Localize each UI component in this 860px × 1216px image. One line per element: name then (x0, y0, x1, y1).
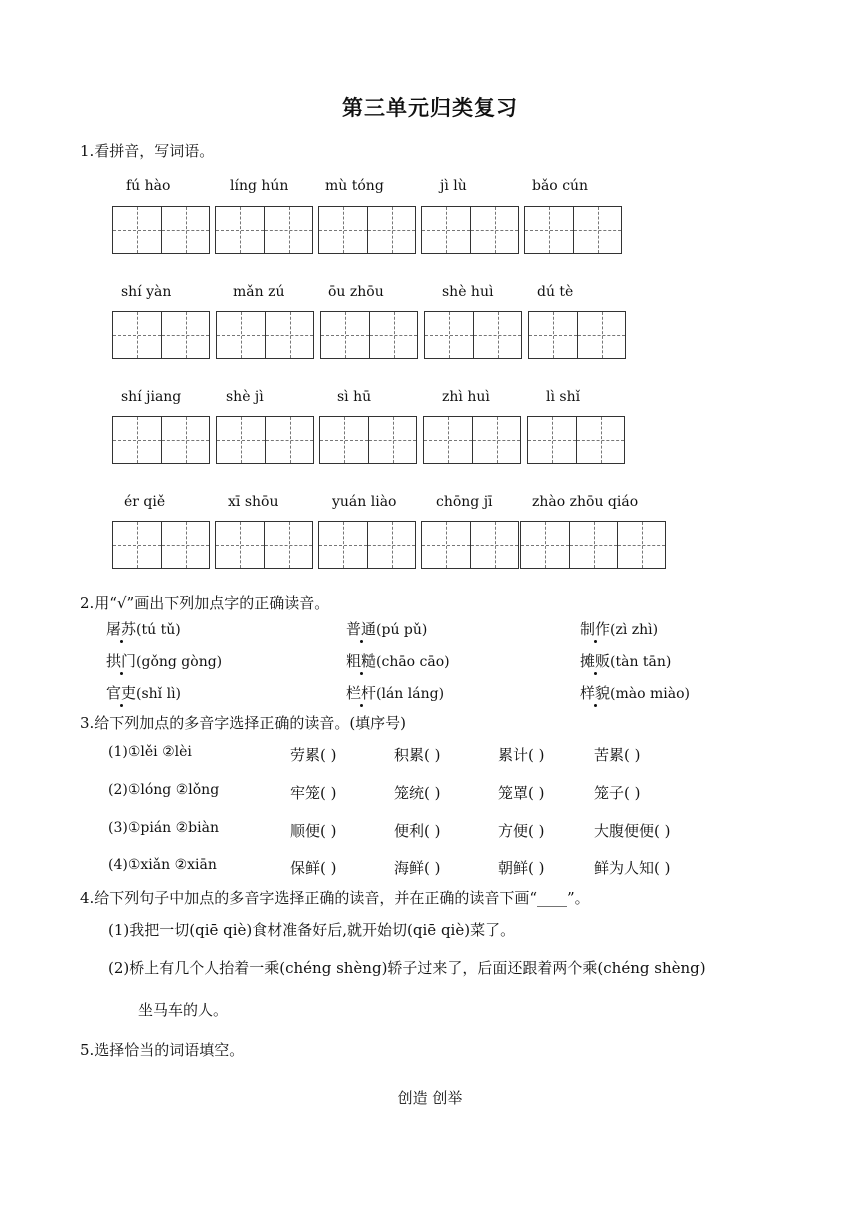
writing-grid[interactable] (524, 206, 622, 254)
pinyin-label: zhào zhōu qiáo (532, 494, 639, 510)
q3-readings: (1)①lěi ②lèi (108, 744, 192, 760)
writing-grid[interactable] (423, 416, 521, 464)
writing-grid[interactable] (528, 311, 626, 359)
pinyin-label: shí yàn (121, 284, 172, 300)
writing-grid[interactable] (112, 206, 210, 254)
pinyin-label: mǎn zú (233, 284, 285, 300)
q2-word: 粗糙 (346, 652, 377, 670)
q2-item (580, 618, 658, 639)
pinyin-label: chōng jī (436, 494, 493, 510)
q3-word: 笼统( ) (394, 784, 441, 802)
writing-grid[interactable] (112, 416, 210, 464)
q2-word: 拱门 (106, 652, 137, 670)
writing-grid[interactable] (215, 521, 313, 569)
q2-word: 样貌 (580, 684, 611, 702)
writing-grid[interactable] (318, 521, 416, 569)
q3-word: 牢笼( ) (290, 784, 337, 802)
q3-word: 苦累( ) (594, 746, 641, 764)
writing-grid[interactable] (112, 521, 210, 569)
q3-readings: (3)①pián ②biàn (108, 820, 219, 836)
q2-word: 官吏 (106, 684, 137, 702)
q2-word: 栏杆 (346, 684, 377, 702)
q3-word: 笼罩( ) (498, 784, 545, 802)
pinyin-label: mù tóng (325, 178, 384, 194)
q2-options: (chāo cāo) (376, 654, 450, 670)
pinyin-label: shè jì (226, 389, 264, 405)
q3-word: 海鲜( ) (394, 859, 441, 877)
q3-readings: (4)①xiǎn ②xiān (108, 857, 217, 873)
pinyin-label: xī shōu (228, 494, 279, 510)
pinyin-label: zhì huì (442, 389, 490, 405)
q2-item (106, 650, 222, 671)
q3-word: 笼子( ) (594, 784, 641, 802)
q2-word: 普通 (346, 620, 377, 638)
q3-readings: (2)①lóng ②lǒng (108, 782, 220, 798)
writing-grid[interactable] (319, 416, 417, 464)
q2-options: (shǐ lì) (136, 686, 182, 702)
pinyin-label: yuán liào (332, 494, 397, 510)
q2-heading: 2.用“√”画出下列加点字的正确读音。 (80, 594, 330, 612)
pinyin-label: líng hún (230, 178, 289, 194)
q2-options: (tàn tān) (610, 654, 672, 670)
writing-grid[interactable] (112, 311, 210, 359)
page-title: 第三单元归类复习 (342, 95, 518, 120)
q2-options: (pú pǔ) (376, 622, 428, 638)
q2-item (346, 650, 450, 671)
writing-grid[interactable] (216, 416, 314, 464)
writing-grid[interactable] (421, 206, 519, 254)
q2-options: (zì zhì) (610, 622, 659, 638)
q2-word: 屠苏 (106, 620, 137, 638)
q3-word: 顺便( ) (290, 822, 337, 840)
q4-sentence-2-continued: 坐马车的人。 (138, 1001, 229, 1019)
writing-grid[interactable] (527, 416, 625, 464)
q3-word: 积累( ) (394, 746, 441, 764)
writing-grid[interactable] (520, 521, 666, 569)
q3-word: 大腹便便( ) (594, 822, 671, 840)
q4-sentence-1: (1)我把一切(qiē qiè)食材准备好后,就开始切(qiē qiè)菜了。 (108, 921, 516, 939)
writing-grid[interactable] (424, 311, 522, 359)
writing-grid[interactable] (320, 311, 418, 359)
q3-word: 朝鲜( ) (498, 859, 545, 877)
q4-heading: 4.给下列句子中加点的多音字选择正确的读音，并在正确的读音下画“____”。 (80, 889, 590, 907)
pinyin-label: shí jiang (121, 389, 182, 405)
q2-options: (mào miào) (610, 686, 690, 702)
q2-options: (gǒng gòng) (136, 654, 223, 670)
pinyin-label: lì shǐ (546, 389, 581, 405)
q2-item (580, 682, 690, 703)
q3-word: 便利( ) (394, 822, 441, 840)
q2-item (346, 618, 427, 639)
pinyin-label: fú hào (126, 178, 171, 194)
q2-item (106, 682, 181, 703)
q2-options: (lán láng) (376, 686, 445, 702)
q3-word: 保鲜( ) (290, 859, 337, 877)
writing-grid[interactable] (216, 311, 314, 359)
q3-word: 鲜为人知( ) (594, 859, 671, 877)
q3-word: 累计( ) (498, 746, 545, 764)
pinyin-label: ōu zhōu (328, 284, 384, 300)
q2-options: (tú tǔ) (136, 622, 181, 638)
pinyin-label: jì lù (440, 178, 467, 194)
pinyin-label: ér qiě (124, 494, 166, 510)
q4-sentence-2: (2)桥上有几个人抬着一乘(chéng shèng)轿子过来了，后面还跟着两个乘(chéng shèng) (108, 959, 706, 977)
q2-item (346, 682, 444, 703)
pinyin-label: shè huì (442, 284, 494, 300)
q2-item (106, 618, 181, 639)
writing-grid[interactable] (318, 206, 416, 254)
q2-item (580, 650, 671, 671)
pinyin-label: bǎo cún (532, 178, 589, 194)
q3-heading: 3.给下列加点的多音字选择正确的读音。(填序号) (80, 714, 407, 732)
q2-word: 制作 (580, 620, 611, 638)
q5-heading: 5.选择恰当的词语填空。 (80, 1041, 245, 1059)
pinyin-label: sì hū (337, 389, 372, 405)
q2-word: 摊贩 (580, 652, 611, 670)
q5-word-bank: 创造 创举 (397, 1089, 463, 1107)
q1-heading: 1.看拼音，写词语。 (80, 142, 215, 160)
q3-word: 方便( ) (498, 822, 545, 840)
writing-grid[interactable] (215, 206, 313, 254)
pinyin-label: dú tè (537, 284, 574, 300)
writing-grid[interactable] (421, 521, 519, 569)
q3-word: 劳累( ) (290, 746, 337, 764)
